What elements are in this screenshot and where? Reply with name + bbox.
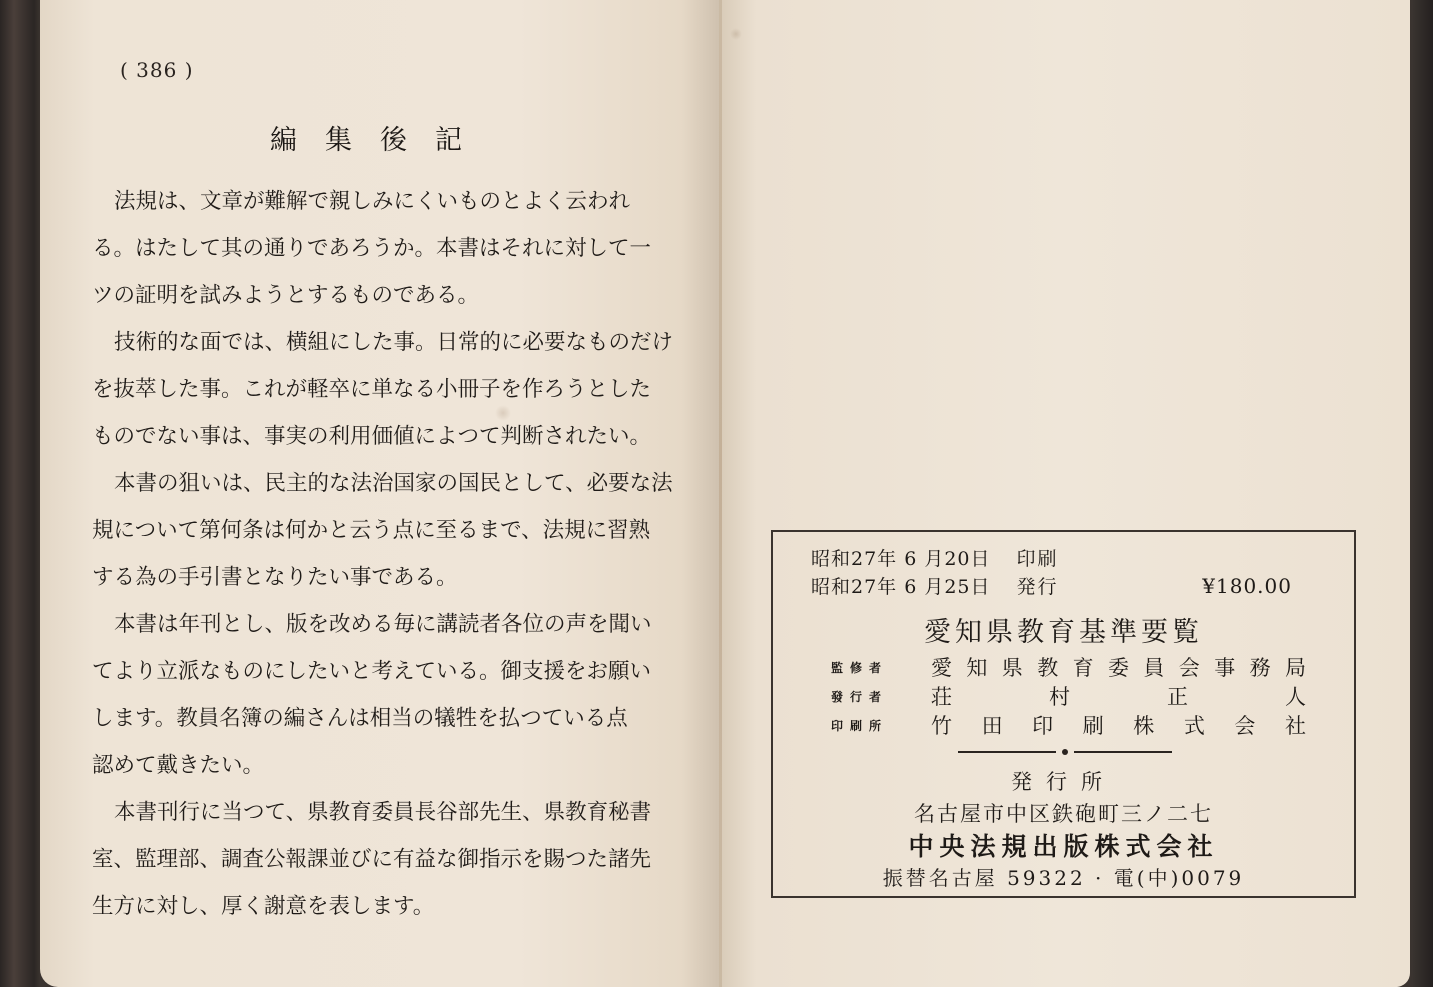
issue-date: 昭和27年 6 月25日: [811, 576, 991, 598]
text-line: 技術的な面では、横組にした事。日常的に必要なものだけ: [114, 330, 674, 355]
afterword-text: [92, 178, 674, 930]
text-line: 室、監理部、調査公報課並びに有益な御指示を賜つた諸先: [92, 847, 652, 872]
credit-name: 荘村正人: [931, 685, 1306, 709]
credit-supervisor: [831, 652, 1311, 682]
text-line: てより立派なものにしたいと考えている。御支援をお願い: [92, 659, 652, 684]
text-line: を抜萃した事。これが軽卒に単なる小冊子を作ろうとした: [92, 377, 652, 402]
page-number: ( 386 ): [120, 58, 194, 82]
ornament-divider: [958, 749, 1172, 755]
issue-label: 発行: [1016, 576, 1059, 598]
text-line: ツの証明を試みようとするものである。: [92, 283, 480, 308]
print-date-row: [811, 544, 1059, 571]
print-date: 昭和27年 6 月20日: [811, 548, 991, 570]
text-line: する為の手引書となりたい事である。: [92, 565, 458, 590]
section-title: 編集後記: [270, 125, 490, 156]
text-line: る。はたして其の通りであろうか。本書はそれに対して一: [92, 236, 652, 261]
book-title: 愛知県教育基準要覧: [924, 617, 1203, 648]
colophon-box: [771, 530, 1356, 898]
credit-name: 愛知県教育委員会事務局: [931, 656, 1306, 680]
publisher-label: 発行所: [1011, 770, 1116, 794]
publisher-name: 中央法規出版株式会社: [908, 832, 1219, 861]
credit-printer: [831, 710, 1311, 740]
price: ¥180.00: [1202, 574, 1292, 598]
text-line: 本書は年刊とし、版を改める毎に講読者各位の声を聞い: [114, 612, 652, 637]
text-line: 本書の狙いは、民主的な法治国家の国民として、必要な法: [114, 471, 673, 496]
credit-name: 竹田印刷株式会社: [931, 714, 1306, 738]
credit-role: 印刷所: [831, 718, 889, 733]
print-label: 印刷: [1016, 548, 1059, 570]
right-page: [722, 0, 1410, 987]
text-line: 規について第何条は何かと云う点に至るまで、法規に習熟: [92, 518, 651, 543]
text-line: 本書刊行に当つて、県教育委員長谷部先生、県教育秘書: [114, 800, 652, 825]
text-line: します。教員名簿の編さんは相当の犠牲を払つている点: [92, 706, 628, 731]
text-line: 生方に対し、厚く謝意を表します。: [92, 894, 435, 919]
paper-stain: [730, 28, 742, 40]
credit-issuer: [831, 681, 1311, 711]
text-line: 法規は、文章が難解で親しみにくいものとよく云われ: [114, 189, 631, 214]
transfer-account: 振替名古屋 59322 · 電(中)0079: [882, 866, 1245, 890]
credit-role: 發行者: [831, 689, 889, 704]
text-line: 認めて戴きたい。: [92, 753, 265, 778]
publisher-address: 名古屋市中区鉄砲町三ノ二七: [914, 802, 1213, 826]
left-page: [40, 0, 722, 987]
credit-role: 監修者: [831, 660, 889, 675]
text-line: ものでない事は、事実の利用価値によつて判断されたい。: [92, 424, 652, 449]
issue-date-row: [811, 572, 1059, 599]
